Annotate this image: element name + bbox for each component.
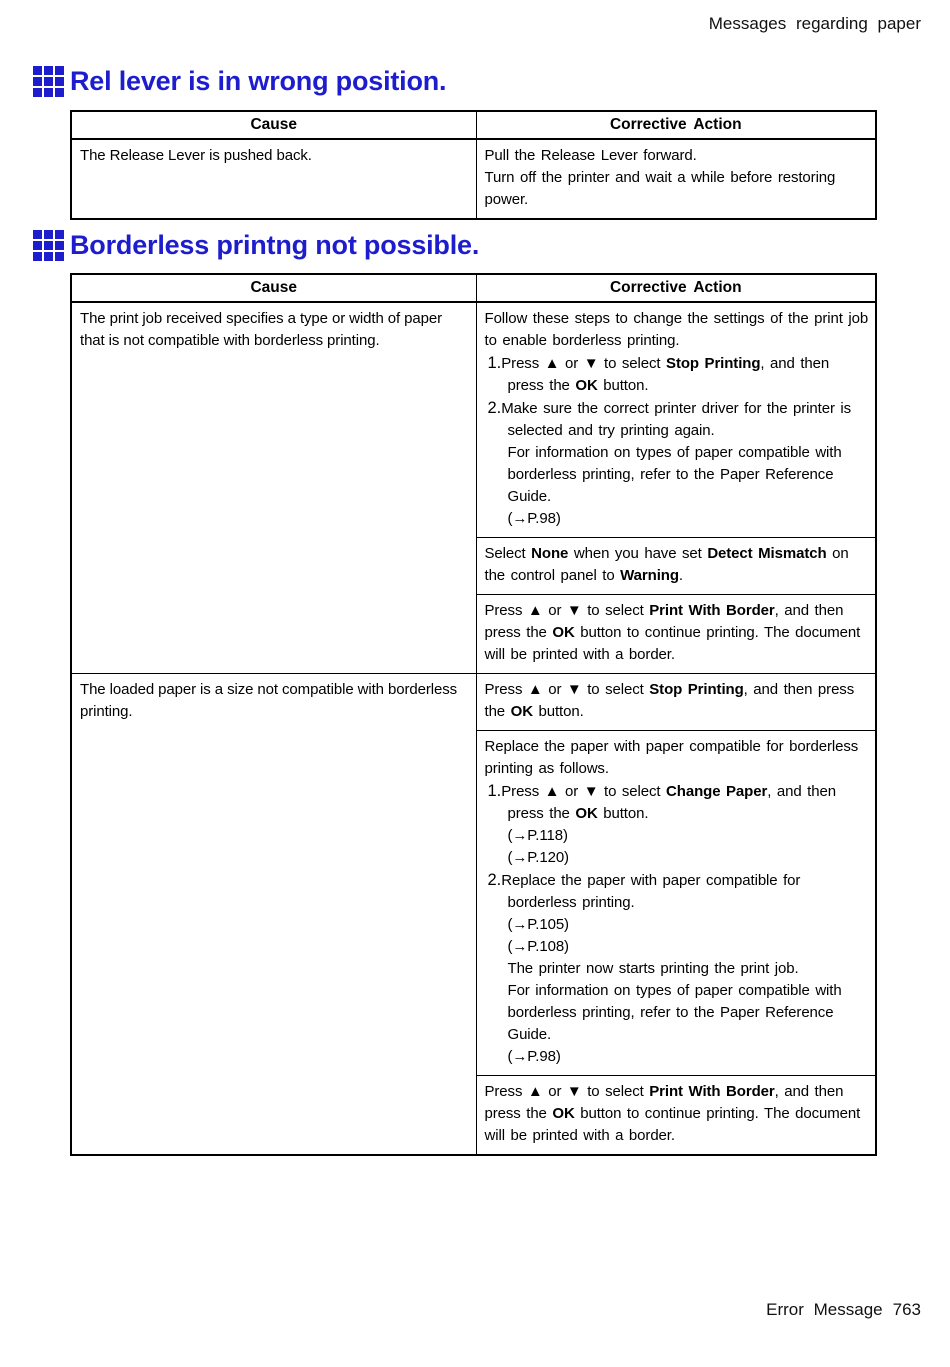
column-header: Corrective Action [476, 111, 876, 139]
cause-table-1 [70, 110, 877, 220]
column-header: Cause [71, 274, 476, 302]
section-heading-1 [33, 66, 446, 97]
corrective-action-cell: Follow these steps to change the settings of the print job to enable borderless printing. 1.Press ▲ or ▼ to select Stop Printing, and then press the OK button. 2.Make sure the correct printer driver for the printer is selected and try printing again. For information on types of paper compatible with borderless printing, refer to the Paper Reference Guide. (→P.98) [476, 302, 876, 538]
section-heading-2 [33, 230, 479, 261]
section-title: Borderless printng not possible. [70, 230, 480, 260]
table-row [71, 674, 876, 731]
table-row [71, 302, 876, 538]
blue-grid-icon [33, 230, 64, 261]
page-footer [766, 1300, 921, 1320]
column-header: Corrective Action [476, 274, 876, 302]
column-header: Cause [71, 111, 476, 139]
table-header-row [71, 111, 876, 139]
page-number: 763 [892, 1300, 921, 1319]
corrective-action-cell: Pull the Release Lever forward. Turn off the printer and wait a while before restoring power. [476, 139, 876, 219]
footer-label: Error Message [766, 1300, 883, 1319]
corrective-action-cell: Press ▲ or ▼ to select Stop Printing, and then press the OK button. [476, 674, 876, 731]
cause-table-2 [70, 273, 877, 1156]
cause-cell: The loaded paper is a size not compatible with borderless printing. [71, 674, 476, 1156]
corrective-action-cell: Press ▲ or ▼ to select Print With Border, and then press the OK button to continue printing. The document will be printed with a border. [476, 1076, 876, 1156]
corrective-action-cell: Replace the paper with paper compatible for borderless printing as follows. 1.Press ▲ or ▼ to select Change Paper, and then press the OK button. (→P.118) (→P.120) 2.Replace the paper with paper compatible for borderless printing. (→P.105) (→P.108) The printer now starts printing the print job. For information on types of paper compatible with borderless printing, refer to the Paper Reference Guide. (→P.98) [476, 731, 876, 1076]
blue-grid-icon [33, 66, 64, 97]
section-title: Rel lever is in wrong position. [70, 66, 447, 96]
cause-cell: The print job received specifies a type or width of paper that is not compatible with borderless printing. [71, 302, 476, 674]
corrective-action-cell: Select None when you have set Detect Mismatch on the control panel to Warning. [476, 538, 876, 595]
table-header-row [71, 274, 876, 302]
running-header: Messages regarding paper [708, 14, 921, 33]
table-row [71, 139, 876, 219]
cause-cell: The Release Lever is pushed back. [71, 139, 476, 219]
corrective-action-cell: Press ▲ or ▼ to select Print With Border, and then press the OK button to continue printing. The document will be printed with a border. [476, 595, 876, 674]
